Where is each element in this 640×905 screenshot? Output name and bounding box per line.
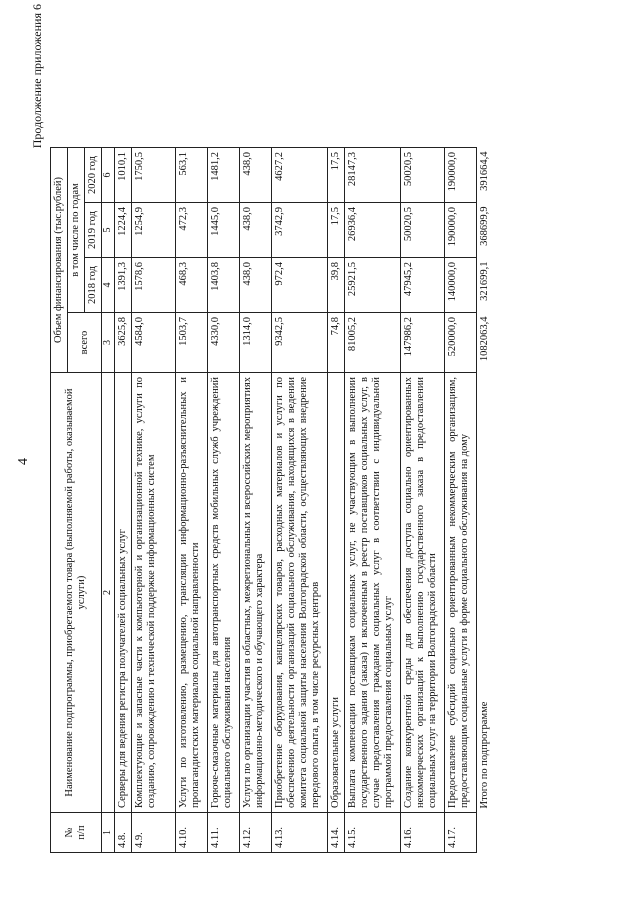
total-2020: 391664,4 <box>478 151 490 191</box>
row-2019: 50020,5 <box>400 203 444 258</box>
row-number: 4.15. <box>344 813 400 853</box>
row-2018: 47945,2 <box>400 258 444 313</box>
row-2019: 3742,9 <box>271 203 327 258</box>
row-2020: 1010,1 <box>114 148 131 203</box>
row-2020: 17,5 <box>327 148 344 203</box>
row-name: Услуги по организации участия в областных, межрегиональных и всероссийских мероприятиях информационно-методического и обучающего характера <box>239 373 271 813</box>
row-total: 9342,5 <box>271 313 327 373</box>
table-row <box>131 148 175 853</box>
row-name: Горюче-смазочные материалы для автотранспортных средств мобильных служб учреждений социального обслуживания населения <box>207 373 239 813</box>
header-year-2018: 2018 год <box>85 258 102 313</box>
row-name: Создание конкурентной среды для обеспечения доступа социально ориентированных некоммерческих организаций к выполнению государственного заказа в предоставлении социальных услуг на территории Волгоградской области <box>400 373 444 813</box>
row-number: 4.13. <box>271 813 327 853</box>
column-index: 4 <box>102 258 115 313</box>
table-body <box>114 148 494 853</box>
column-index: 6 <box>102 148 115 203</box>
total-row-blank <box>476 813 494 853</box>
row-total: 4584,0 <box>131 313 175 373</box>
row-number: 4.11. <box>207 813 239 853</box>
row-2018: 39,8 <box>327 258 344 313</box>
total-row <box>476 148 494 853</box>
row-2018: 972,4 <box>271 258 327 313</box>
row-2019: 438,0 <box>239 203 271 258</box>
total-label: Итого по подпрограмме <box>478 701 490 809</box>
table-row <box>271 148 327 853</box>
row-2020: 1481,2 <box>207 148 239 203</box>
column-index: 3 <box>102 313 115 373</box>
row-number: 4.16. <box>400 813 444 853</box>
row-name: Услуги по изготовлению, размещению, трансляции информационно-разъяснительных и пропагандистских материалов социальной направленности <box>175 373 207 813</box>
row-name: Комплектующие и запасные части к компьютерной и организационной технике, услуги по созданию, сопровождению и технической поддержке информационных систем <box>131 373 175 813</box>
row-total: 4330,0 <box>207 313 239 373</box>
row-2020: 50020,5 <box>400 148 444 203</box>
row-number: 4.14. <box>327 813 344 853</box>
header-financing: Объем финансирования (тыс.рублей) <box>51 148 68 373</box>
row-number: 4.12. <box>239 813 271 853</box>
column-index: 2 <box>102 373 115 813</box>
row-total: 74,8 <box>327 313 344 373</box>
appendix-continuation-label: Продолжение приложения 6 <box>30 4 44 149</box>
row-2019: 190000,0 <box>444 203 476 258</box>
row-2019: 1224,4 <box>114 203 131 258</box>
row-2020: 563,1 <box>175 148 207 203</box>
header-year-2019: 2019 год <box>85 203 102 258</box>
header-total: всего <box>68 313 102 373</box>
row-2020: 190000,0 <box>444 148 476 203</box>
row-name: Выплата компенсации поставщикам социальных услуг, не участвующим в выполнении государственного задания (заказа) и включенным в реестр поставщиков социальных услуг, в случае предоставления гражданам социальных услуг в соответствии с индивидуальной программой предоставления социальных услуг <box>344 373 400 813</box>
header-name: Наименование подпрограммы, приобретаемого товара (выполняемой работы, оказываемой услуги) <box>51 373 102 813</box>
row-2020: 438,0 <box>239 148 271 203</box>
row-number: 4.17. <box>444 813 476 853</box>
row-2018: 1403,8 <box>207 258 239 313</box>
table-row <box>444 148 476 853</box>
row-total: 1314,0 <box>239 313 271 373</box>
total-2019: 368699,9 <box>478 206 490 246</box>
row-2019: 1445,0 <box>207 203 239 258</box>
row-2019: 26936,4 <box>344 203 400 258</box>
table-row <box>207 148 239 853</box>
row-2018: 140000,0 <box>444 258 476 313</box>
column-index: 1 <box>102 813 115 853</box>
table-row <box>239 148 271 853</box>
row-name: Приобретение оборудования, канцелярских товаров, расходных материалов и услуги по обеспечению деятельности организаций социального обслуживания, находящихся в ведении комитета социальной защиты населения Волгоградской области, осуществляющих внедрение передового опыта, в том числе ресурсных центров <box>271 373 327 813</box>
row-2018: 438,0 <box>239 258 271 313</box>
column-index-row <box>102 148 115 853</box>
header-year-2020: 2020 год <box>85 148 102 203</box>
row-2020: 28147,3 <box>344 148 400 203</box>
row-2018: 468,3 <box>175 258 207 313</box>
row-2019: 1254,9 <box>131 203 175 258</box>
table-row <box>344 148 400 853</box>
table-row <box>327 148 344 853</box>
row-total: 3625,8 <box>114 313 131 373</box>
row-2018: 1578,6 <box>131 258 175 313</box>
row-2020: 4627,2 <box>271 148 327 203</box>
row-total: 1503,7 <box>175 313 207 373</box>
total-2018: 321699,1 <box>478 261 490 301</box>
header-no: № п/п <box>51 813 102 853</box>
page-number: 4 <box>16 458 31 465</box>
row-number: 4.9. <box>131 813 175 853</box>
header-by-year: в том числе по годам <box>68 148 85 313</box>
table-row <box>175 148 207 853</box>
table-row <box>400 148 444 853</box>
row-name: Предоставление субсидий социально ориентированным некоммерческим организациям, предоставляющим социальные услуги в форме социального обслуживания на дому <box>444 373 476 813</box>
row-2018: 1391,3 <box>114 258 131 313</box>
row-2019: 472,3 <box>175 203 207 258</box>
row-total: 81005,2 <box>344 313 400 373</box>
header-row-1 <box>51 148 68 853</box>
row-name: Образовательные услуги <box>327 373 344 813</box>
row-name: Серверы для ведения регистра получателей социальных услуг <box>114 373 131 813</box>
total-sum: 1082063,4 <box>478 316 490 362</box>
row-2020: 1750,5 <box>131 148 175 203</box>
row-total: 520000,0 <box>444 313 476 373</box>
financing-table <box>50 147 494 853</box>
table-row <box>114 148 131 853</box>
row-2019: 17,5 <box>327 203 344 258</box>
row-number: 4.8. <box>114 813 131 853</box>
row-total: 147986,2 <box>400 313 444 373</box>
row-number: 4.10. <box>175 813 207 853</box>
row-2018: 25921,5 <box>344 258 400 313</box>
column-index: 5 <box>102 203 115 258</box>
